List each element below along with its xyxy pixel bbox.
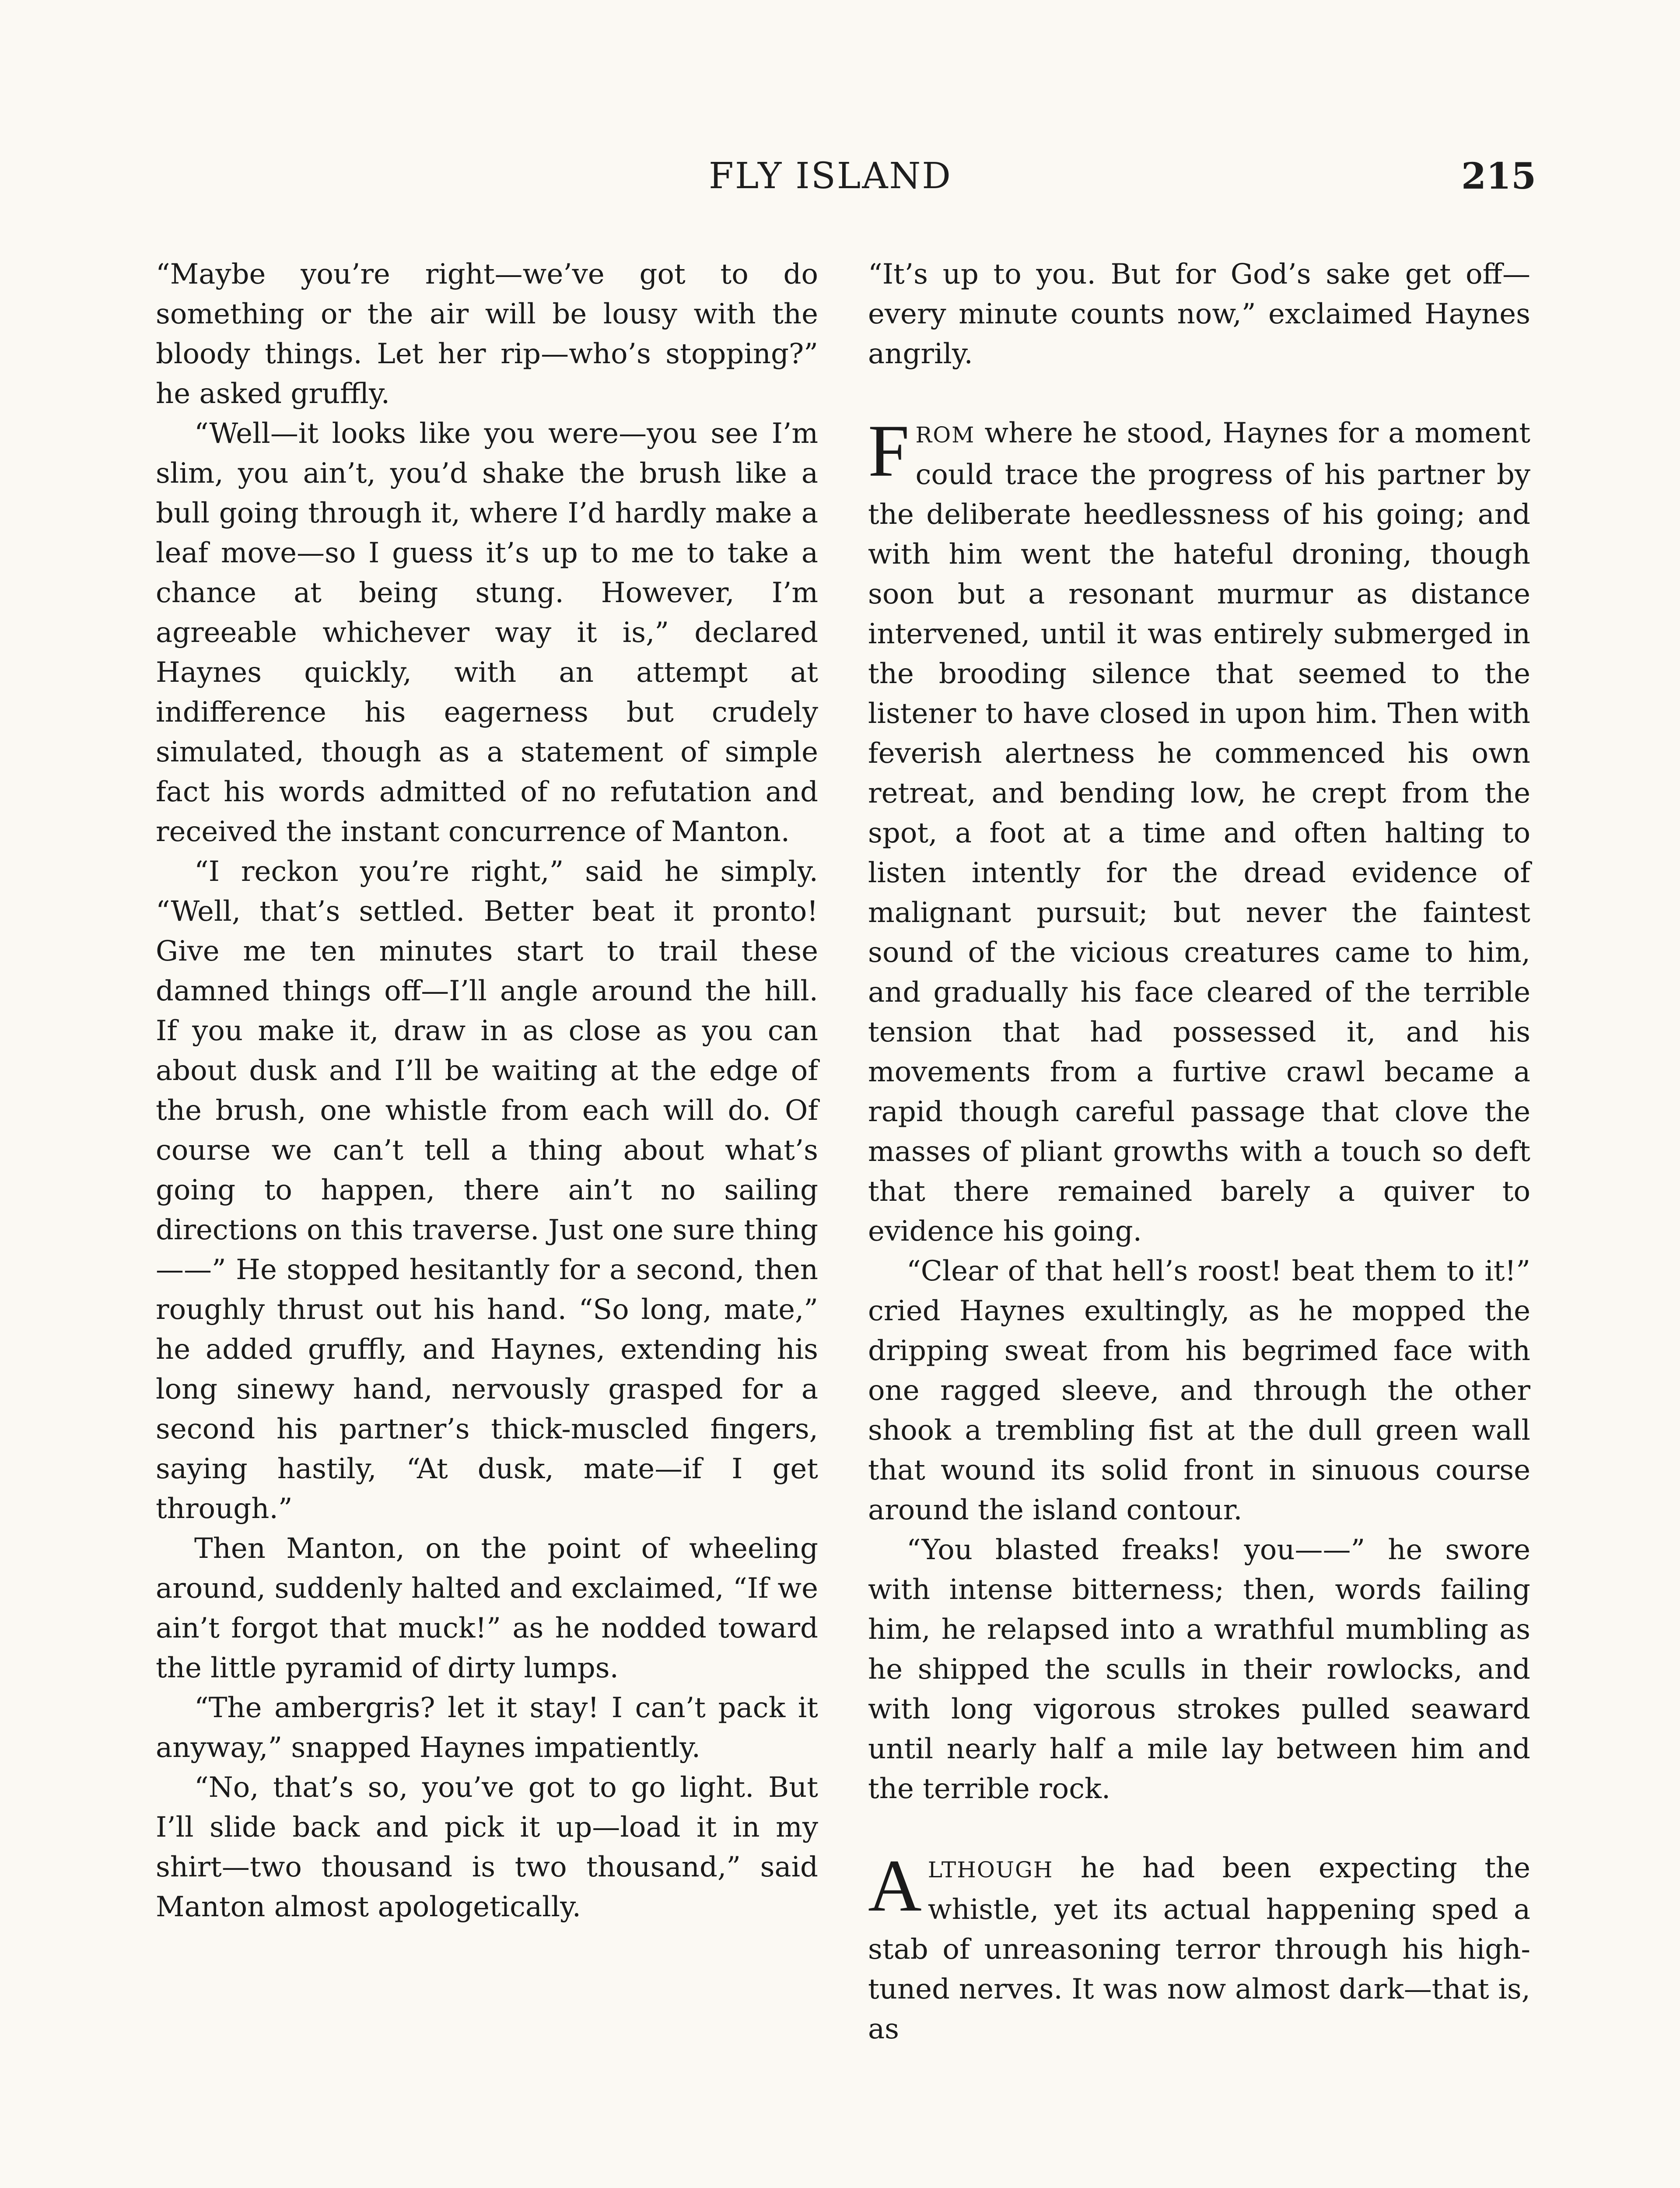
paragraph: “Maybe you’re right—we’ve got to do something or the air will be lousy with the bloody things. Let her rip—who’s stopping?” he asked gruffly.	[156, 258, 818, 410]
paragraph: “Well—it looks like you were—you see I’m slim, you ain’t, you’d shake the brush like a bull going through it, where I’d hardly make a leaf move—so I guess it’s up to me to take a chance at being stung. However, I’m agreeable whichever way it is,” declared Haynes quickly, with an attempt at indifference his eagerness but crudely simulated, though as a statement of simple fact his words admitted of no refutation and received the instant concurrence of Manton.	[156, 417, 818, 848]
small-caps-lead: LTHOUGH	[928, 1857, 1054, 1883]
section-paragraph	[868, 1844, 1530, 2049]
drop-cap: A	[868, 1844, 922, 1927]
paragraph: “No, that’s so, you’ve got to go light. But I’ll slide back and pick it up—load it in my shirt—two thousand is two thousand,” said Manton almost apologetically.	[156, 1771, 818, 1923]
left-column	[156, 255, 818, 1927]
section-paragraph	[868, 410, 1530, 1252]
small-caps-lead: ROM	[915, 422, 975, 448]
page-number: 215	[1461, 155, 1536, 197]
paragraph: “I reckon you’re right,” said he simply. “Well, that’s settled. Better beat it pronto! Give me ten minutes start to trail these damned things off—I’ll angle around the hill. If you make it, draw in as close as you can about dusk and I’ll be waiting at the edge of the brush, one whistle from each will do. Of course we can’t tell a thing about what’s going to happen, there ain’t no sailing directions on this traverse. Just one sure thing——” He stopped hesitantly for a second, then roughly thrust out his hand. “So long, mate,” he added gruffly, and Haynes, extending his long sinewy hand, nervously grasped for a second his partner’s thick-muscled fingers, saying hastily, “At dusk, mate—if I get through.”	[156, 856, 818, 1525]
paragraph-text: he had been expecting the whistle, yet its actual happening sped a stab of unreasoning terror through his high-tuned nerves. It was now almost dark—that is, as	[868, 1852, 1530, 2045]
drop-cap: F	[868, 410, 910, 492]
paragraph: Then Manton, on the point of wheeling around, suddenly halted and exclaimed, “If we ain’t forgot that muck!” as he nodded toward the little pyramid of dirty lumps.	[156, 1532, 818, 1684]
running-title: FLY ISLAND	[709, 155, 952, 197]
paragraph: “It’s up to you. But for God’s sake get off—every minute counts now,” exclaimed Haynes angrily.	[868, 258, 1530, 370]
paragraph-text: where he stood, Haynes for a moment could trace the progress of his partner by the deliberate heedlessness of his going; and with him went the hateful droning, though soon but a resonant murmur as distance intervened, until it was entirely submerged in the brooding silence that seemed to the listener to have closed in upon him. Then with feverish alertness he commenced his own retreat, and bending low, he crept from the spot, a foot at a time and often halting to listen intently for the dread evidence of malignant pursuit; but never the faintest sound of the vicious creatures came to him, and gradually his face cleared of the terrible tension that had possessed it, and his movements from a furtive crawl became a rapid though careful passage that clove the masses of pliant growths with a touch so deft that there remained barely a quiver to evidence his going.	[868, 417, 1530, 1248]
paragraph: “The ambergris? let it stay! I can’t pack it anyway,” snapped Haynes impatiently.	[156, 1692, 818, 1764]
paragraph: “Clear of that hell’s roost! beat them to it!” cried Haynes exultingly, as he mopped the dripping sweat from his begrimed face with one ragged sleeve, and through the other shook a trembling fist at the dull green wall that wound its solid front in sinuous course around the island contour.	[868, 1255, 1530, 1526]
paragraph: “You blasted freaks! you——” he swore with intense bitterness; then, words failing him, he relapsed into a wrathful mumbling as he shipped the sculls in their rowlocks, and with long vigorous strokes pulled seaward until nearly half a mile lay between him and the terrible rock.	[868, 1534, 1530, 1805]
right-column	[868, 255, 1530, 2049]
